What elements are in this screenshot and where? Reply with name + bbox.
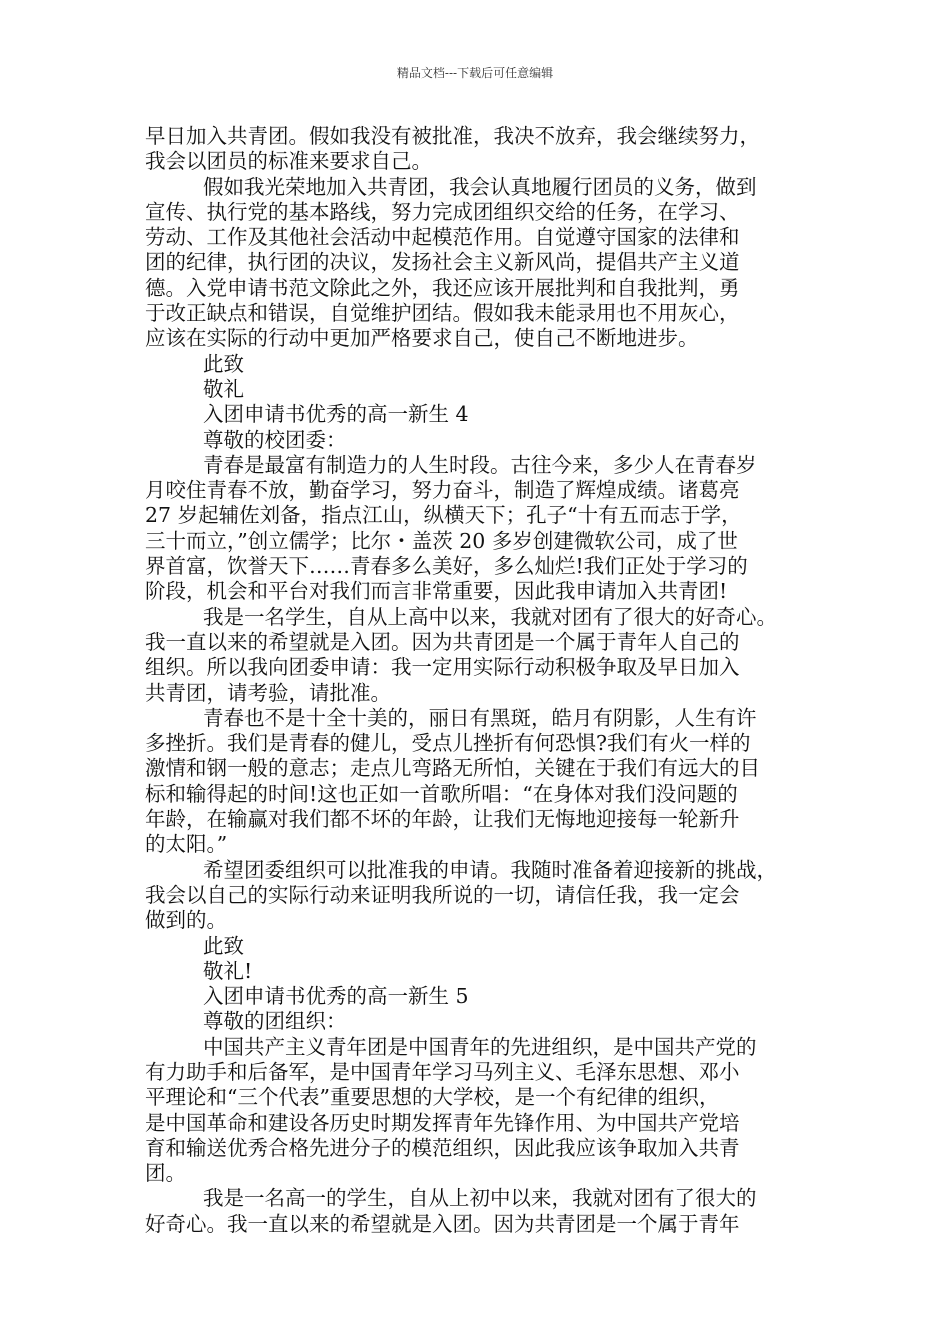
text-line: 我是一名学生，自从上高中以来，我就对团有了很大的好奇心。 [203,604,777,629]
text-line: 的太阳。” [145,832,228,857]
text-line: 组织。所以我向团委申请：我一定用实际行动积极争取及早日加入 [145,655,740,680]
text-line: 界首富，饮誉天下……青春多么美好，多么灿烂!我们正处于学习的 [145,554,748,579]
text-line: 此致 [203,351,244,376]
page-header: 精品文档---下载后可任意编辑 [396,66,554,80]
text-line: 团的纪律，执行团的决议，发扬社会主义新风尚，提倡共产主义道 [145,250,740,275]
text-line: 我一直以来的希望就是入团。因为共青团是一个属于青年人自己的 [145,629,740,654]
text-line: 于改正缺点和错误，自觉维护团结。假如我未能录用也不用灰心， [145,301,740,326]
text-line: 尊敬的校团委： [203,427,347,452]
text-line: 做到的。 [145,908,227,933]
text-line: 入团申请书优秀的高一新生 4 [203,402,469,427]
text-line: 激情和钢一般的意志；走点儿弯路无所怕，关键在于我们有远大的目 [145,756,760,781]
text-line: 27 岁起辅佐刘备，指点江山，纵横天下；孔子“十有五而志于学， [145,503,742,528]
text-line: 月咬住青春不放，勤奋学习，努力奋斗，制造了辉煌成绩。诸葛亮 [145,478,740,503]
text-line: 我会以自己的实际行动来证明我所说的一切，请信任我，我一定会 [145,882,740,907]
text-line: 应该在实际的行动中更加严格要求自己，使自己不断地进步。 [145,326,699,351]
text-line: 此致 [203,933,244,958]
text-line: 育和输送优秀合格先进分子的模范组织，因此我应该争取加入共青 [145,1135,740,1160]
text-line: 早日加入共青团。假如我没有被批准，我决不放弃，我会继续努力， [145,124,760,148]
text-line: 阶段，机会和平台对我们而言非常重要，因此我申请加入共青团! [145,579,728,604]
text-line: 我会以团员的标准来要求自己。 [145,149,432,174]
text-line: 是中国革命和建设各历史时期发挥青年先锋作用、为中国共产党培 [145,1110,740,1135]
text-line: 多挫折。我们是青春的健儿，受点儿挫折有何恐惧?我们有火一样的 [145,731,751,756]
text-line: 共青团，请考验，请批准。 [145,680,391,705]
text-line: 有力助手和后备军，是中国青年学习马列主义、毛泽东思想、邓小 [145,1059,740,1084]
text-line: 入团申请书优秀的高一新生 5 [203,984,469,1009]
text-line: 假如我光荣地加入共青团，我会认真地履行团员的义务，做到 [203,174,757,199]
text-line: 青春是最富有制造力的人生时段。古往今来，多少人在青春岁 [203,452,757,477]
text-line: 宣传、执行党的基本路线，努力完成团组织交给的任务，在学习、 [145,199,740,224]
document-body [145,124,825,1237]
text-line: 平理论和“三个代表”重要思想的大学校，是一个有纪律的组织， [145,1085,720,1110]
text-line: 标和输得起的时间!这也正如一首歌所唱：“在身体对我们没问题的 [145,781,738,806]
text-line: 中国共产主义青年团是中国青年的先进组织，是中国共产党的 [203,1034,757,1059]
text-line: 希望团委组织可以批准我的申请。我随时准备着迎接新的挑战， [203,857,777,882]
text-line: 年龄，在输赢对我们都不坏的年龄，让我们无悔地迎接每一轮新升 [145,807,740,832]
text-line: 好奇心。我一直以来的希望就是入团。因为共青团是一个属于青年 [145,1211,740,1236]
text-line: 我是一名高一的学生，自从上初中以来，我就对团有了很大的 [203,1186,757,1211]
text-line: 三十而立，”创立儒学；比尔・盖茨 20 多岁创建微软公司，成了世 [145,528,738,553]
text-line: 劳动、工作及其他社会活动中起模范作用。自觉遵守国家的法律和 [145,225,740,250]
text-line: 尊敬的团组织： [203,1009,347,1034]
text-line: 敬礼 [203,376,244,401]
text-line: 敬礼! [203,958,253,983]
text-line: 德。入党申请书范文除此之外，我还应该开展批判和自我批判，勇 [145,275,740,300]
text-line: 团。 [145,1161,186,1186]
text-line: 青春也不是十全十美的，丽日有黑斑，皓月有阴影，人生有许 [203,705,757,730]
